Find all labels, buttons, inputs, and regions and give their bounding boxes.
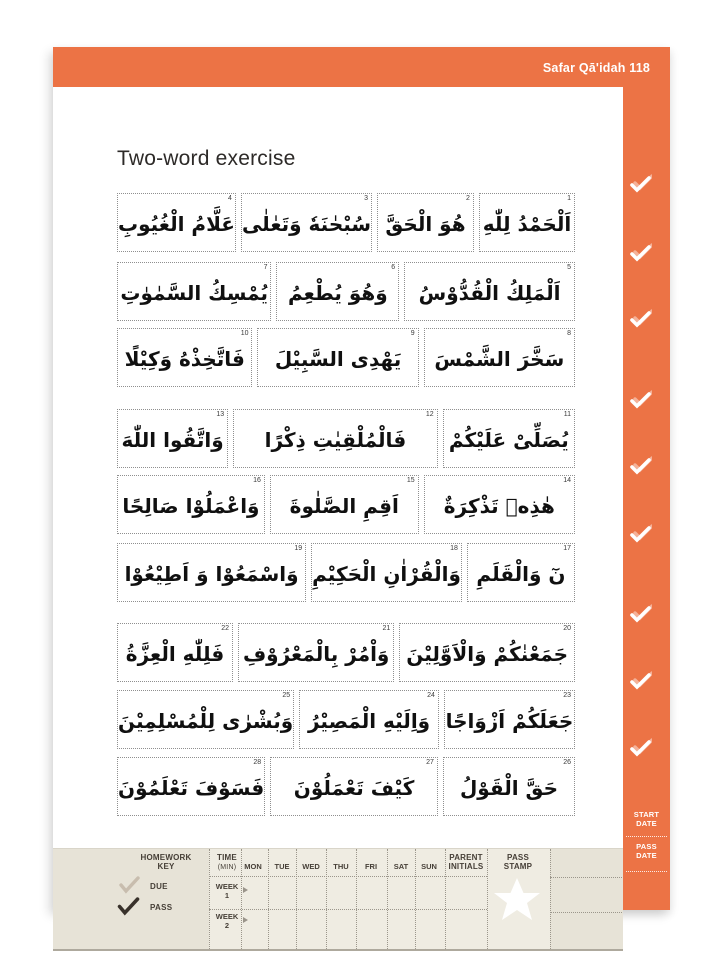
arabic-phrase: سَخَّرَ الشَّمْسَ — [434, 346, 565, 371]
arabic-phrase: وَاعْمَلُوْا صَالِحًا — [122, 493, 260, 518]
box-number: 2 — [466, 195, 470, 202]
box-number: 20 — [563, 625, 571, 632]
box-number: 7 — [263, 264, 268, 271]
parent-initials-header — [443, 853, 489, 871]
arabic-phrase: وَاْمُرْ بِالْمَعْرُوْفِ — [242, 641, 390, 666]
exercise-row — [117, 328, 575, 387]
arabic-phrase: جَعَلَكُمْ اَزْوَاجًا — [445, 708, 574, 733]
box-number: 27 — [426, 759, 434, 766]
exercise-box-3 — [241, 193, 372, 252]
box-number: 13 — [216, 411, 225, 418]
exercise-box-17 — [467, 543, 575, 602]
start-date-label — [625, 810, 668, 828]
box-number: 8 — [567, 330, 571, 337]
box-number: 9 — [410, 330, 415, 337]
box-number: 1 — [567, 195, 571, 202]
exercise-box-8 — [424, 328, 575, 387]
day-header-sat: SAT — [393, 862, 409, 871]
arabic-phrase: يَهْدِى السَّبِيْلَ — [274, 346, 402, 371]
box-number: 3 — [364, 195, 369, 202]
box-number: 11 — [563, 411, 571, 418]
triangle-right-icon — [243, 887, 248, 893]
check-icon — [628, 604, 652, 624]
due-label: DUE — [150, 882, 168, 891]
day-header-tue: TUE — [274, 862, 290, 871]
day-header-mon: MON — [244, 862, 262, 871]
start-date-write-line — [626, 836, 667, 837]
exercise-title: Two-word exercise — [117, 147, 296, 170]
start-date-line1: START — [633, 810, 660, 819]
time-line2: (MIN) — [217, 864, 237, 871]
week1-line2: 1 — [224, 891, 230, 900]
exercise-box-23 — [444, 690, 575, 749]
homework-key-label — [126, 853, 206, 871]
exercise-box-2 — [377, 193, 474, 252]
arabic-phrase: اَقِمِ الصَّلٰوةَ — [289, 493, 399, 518]
exercise-row — [117, 543, 575, 602]
box-number: 24 — [427, 692, 435, 699]
orange-sidebar — [623, 87, 670, 910]
box-number: 5 — [567, 264, 571, 271]
arabic-phrase: وَاِلَيْهِ الْمَصِيْرُ — [307, 708, 431, 733]
check-icon — [628, 390, 652, 410]
day-header-wed: WED — [302, 862, 320, 871]
arabic-phrase: فَسَوْفَ تَعْلَمُوْنَ — [118, 775, 265, 800]
pass-stamp-header — [495, 853, 541, 871]
row-divider — [209, 876, 487, 877]
check-icon — [628, 671, 652, 691]
triangle-right-icon — [243, 917, 248, 923]
box-number: 14 — [563, 477, 571, 484]
pass-check-icon — [115, 897, 141, 916]
exercise-row — [117, 409, 575, 468]
arabic-phrase: نٓ وَالْقَلَمِ — [476, 561, 566, 586]
exercise-box-22 — [117, 623, 233, 682]
page-sheet — [53, 87, 623, 930]
exercise-box-28 — [117, 757, 265, 816]
box-number: 12 — [425, 411, 434, 418]
box-number: 25 — [282, 692, 291, 699]
exercise-box-7 — [117, 262, 271, 321]
book-page — [53, 47, 670, 930]
arabic-phrase: يُصَلِّىْ عَلَيْكُمْ — [448, 427, 569, 452]
stamp-line2: STAMP — [503, 862, 533, 871]
arabic-phrase: كَيْفَ تَعْمَلُوْنَ — [293, 775, 415, 800]
box-number: 10 — [240, 330, 249, 337]
exercise-row — [117, 193, 575, 252]
arabic-phrase: فَالْمُلْقِيٰتِ ذِكْرًا — [264, 427, 407, 452]
check-icon — [628, 309, 652, 329]
day-header-thu: THU — [333, 862, 349, 871]
homework-key-line2: KEY — [157, 862, 175, 871]
header-bar — [53, 47, 670, 87]
exercise-box-11 — [443, 409, 575, 468]
check-icon — [628, 456, 652, 476]
check-icon — [628, 174, 652, 194]
exercise-box-26 — [443, 757, 575, 816]
exercise-box-13 — [117, 409, 228, 468]
box-number: 21 — [382, 625, 391, 632]
exercise-box-1 — [479, 193, 575, 252]
exercise-box-20 — [399, 623, 575, 682]
pass-date-label — [625, 842, 668, 860]
exercise-box-6 — [276, 262, 399, 321]
week1-line1: WEEK — [215, 882, 239, 891]
exercise-box-19 — [117, 543, 306, 602]
row-divider — [550, 877, 622, 878]
box-number: 19 — [294, 545, 303, 552]
arabic-phrase: هُوَ الْحَقَّ — [385, 211, 466, 236]
time-line1: TIME — [217, 853, 237, 862]
box-number: 26 — [563, 759, 571, 766]
check-icon — [628, 524, 652, 544]
arabic-phrase: وَبُشْرٰى لِلْمُسْلِمِيْنَ — [118, 708, 294, 733]
box-number: 4 — [228, 195, 232, 202]
parent-line1: PARENT — [449, 853, 483, 862]
box-number: 15 — [406, 477, 415, 484]
box-number: 18 — [450, 545, 458, 552]
week2-line2: 2 — [224, 921, 230, 930]
column-divider — [550, 849, 551, 949]
exercise-box-12 — [233, 409, 437, 468]
pass-date-line2: DATE — [636, 851, 657, 860]
exercise-box-21 — [238, 623, 394, 682]
box-number: 22 — [221, 625, 230, 632]
exercise-box-10 — [117, 328, 252, 387]
exercise-box-24 — [299, 690, 439, 749]
day-header-sun: SUN — [421, 862, 437, 871]
exercise-box-9 — [257, 328, 418, 387]
box-number: 23 — [563, 692, 571, 699]
exercise-row — [117, 757, 575, 816]
arabic-phrase: وَهُوَ يُطْعِمُ — [287, 280, 388, 305]
box-number: 28 — [253, 759, 262, 766]
arabic-phrase: هٰذِهٖ تَذْكِرَةٌ — [443, 493, 555, 518]
pass-date-write-line — [626, 871, 667, 872]
due-check-icon — [117, 876, 141, 894]
exercise-box-14 — [424, 475, 575, 534]
day-header-fri: FRI — [364, 862, 378, 871]
exercise-box-5 — [404, 262, 575, 321]
arabic-phrase: اَلْحَمْدُ لِلّٰهِ — [482, 211, 572, 236]
week2-line1: WEEK — [215, 912, 239, 921]
exercise-row — [117, 475, 575, 534]
box-number: 16 — [253, 477, 261, 484]
exercise-row — [117, 262, 575, 321]
check-icon — [628, 738, 652, 758]
exercise-box-18 — [311, 543, 462, 602]
check-icon — [628, 243, 652, 263]
exercise-box-25 — [117, 690, 294, 749]
exercise-box-4 — [117, 193, 236, 252]
arabic-phrase: فَاتَّخِذْهُ وَكِيْلًا — [124, 346, 245, 371]
pass-date-line1: PASS — [636, 842, 657, 851]
exercise-box-27 — [270, 757, 438, 816]
star-icon — [494, 877, 540, 922]
box-number: 17 — [563, 545, 571, 552]
row-divider — [550, 912, 622, 913]
arabic-phrase: عَلَّامُ الْغُيُوبِ — [118, 211, 235, 236]
parent-line2: INITIALS — [448, 862, 484, 871]
homework-key-line1: HOMEWORK — [140, 853, 192, 862]
arabic-phrase: حَقَّ الْقَوْلُ — [459, 775, 558, 800]
arabic-phrase: يُمْسِكُ السَّمٰوٰتِ — [120, 280, 269, 305]
arabic-phrase: اَلْمَلِكُ الْقُدُّوْسُ — [418, 280, 561, 305]
arabic-phrase: جَمَعْنٰكُمْ وَالْاَوَّلِيْنَ — [406, 641, 569, 666]
stamp-line1: PASS — [507, 853, 529, 862]
arabic-phrase: وَاسْمَعُوْا وَ اَطِيْعُوْا — [124, 561, 299, 586]
page-title: Safar Qā'idah 118 — [542, 61, 650, 75]
arabic-phrase: وَالْقُرْاٰنِ الْحَكِيْمِ — [312, 561, 461, 586]
exercise-box-15 — [270, 475, 419, 534]
exercise-row — [117, 690, 575, 749]
arabic-phrase: وَاتَّقُوا اللّٰهَ — [121, 427, 224, 452]
homework-band — [53, 848, 623, 951]
row-divider — [209, 909, 487, 910]
exercise-row — [117, 623, 575, 682]
arabic-phrase: سُبْحٰنَهٗ وَتَعٰلٰى — [241, 211, 372, 236]
start-date-line2: DATE — [636, 819, 657, 828]
pass-label: PASS — [150, 903, 173, 912]
arabic-phrase: فَلِلّٰهِ الْعِزَّةُ — [125, 641, 225, 666]
exercise-box-16 — [117, 475, 265, 534]
box-number: 6 — [391, 264, 396, 271]
